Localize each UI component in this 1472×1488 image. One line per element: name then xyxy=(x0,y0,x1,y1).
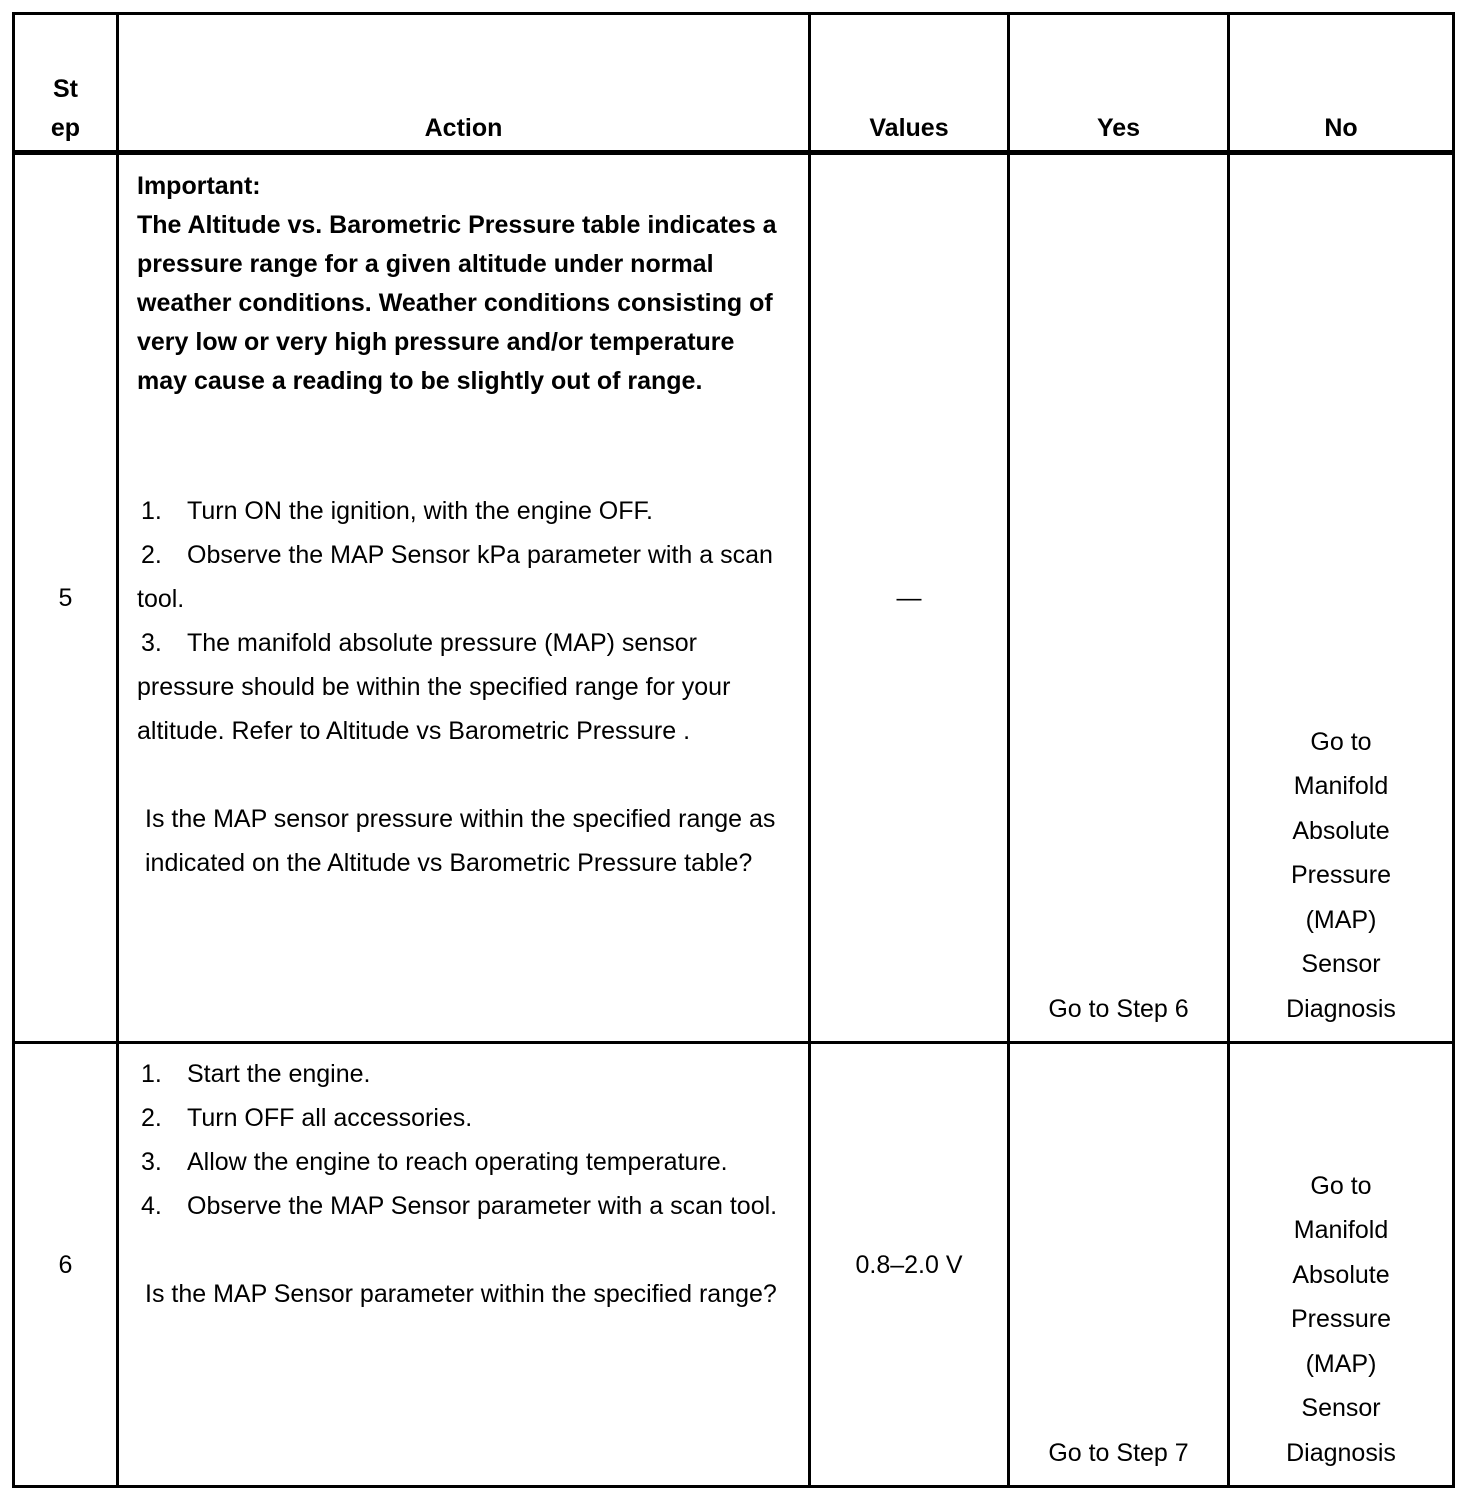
important-note xyxy=(137,167,788,401)
no-cell: Go to Manifold Absolute Pressure (MAP) Sensor Diagnosis xyxy=(1229,1043,1454,1487)
step-number: 6 xyxy=(14,1043,118,1487)
action-step: 4. Observe the MAP Sensor parameter with a scan tool. xyxy=(141,1192,778,1220)
important-label: Important: xyxy=(137,172,261,200)
important-text: The Altitude vs. Barometric Pressure table indicates a pressure range for a given altitude under normal weather conditions. Weather conditions consisting of very low or very high pressure and/or temperature may cause a reading to be slightly out of range. xyxy=(137,211,777,395)
value-cell: 0.8–2.0 V xyxy=(810,1043,1009,1487)
diagnostic-table xyxy=(12,12,1455,1488)
yes-cell: Go to Step 6 xyxy=(1009,153,1229,1043)
no-cell: Go to Manifold Absolute Pressure (MAP) Sensor Diagnosis xyxy=(1229,153,1454,1043)
question-text: Is the MAP Sensor parameter within the specified range? xyxy=(145,1280,777,1308)
action-step: 2. Turn OFF all accessories. xyxy=(141,1104,473,1132)
header-action: Action xyxy=(118,14,810,153)
value-cell: — xyxy=(810,153,1009,1043)
header-no: No xyxy=(1229,14,1454,153)
header-yes: Yes xyxy=(1009,14,1229,153)
action-step: 2. Observe the MAP Sensor kPa parameter with a scan tool. xyxy=(137,541,773,613)
header-values: Values xyxy=(810,14,1009,153)
action-cell xyxy=(118,1043,810,1487)
header-step: St ep xyxy=(14,14,118,153)
yes-cell: Go to Step 7 xyxy=(1009,1043,1229,1487)
question-text: Is the MAP sensor pressure within the specified range as indicated on the Altitude vs Barometric Pressure table? xyxy=(145,805,776,877)
step-number: 5 xyxy=(14,153,118,1043)
header-row xyxy=(14,14,1454,153)
action-step: 3. Allow the engine to reach operating temperature. xyxy=(141,1148,728,1176)
table-row-step-6 xyxy=(14,1043,1454,1487)
action-step: 1. Start the engine. xyxy=(141,1060,371,1088)
action-cell xyxy=(118,153,810,1043)
action-step: 3. The manifold absolute pressure (MAP) sensor pressure should be within the specified range for your altitude. Refer to Altitude vs Barometric Pressure . xyxy=(137,629,731,745)
table-row-step-5 xyxy=(14,153,1454,1043)
action-step: 1. Turn ON the ignition, with the engine OFF. xyxy=(141,497,653,525)
